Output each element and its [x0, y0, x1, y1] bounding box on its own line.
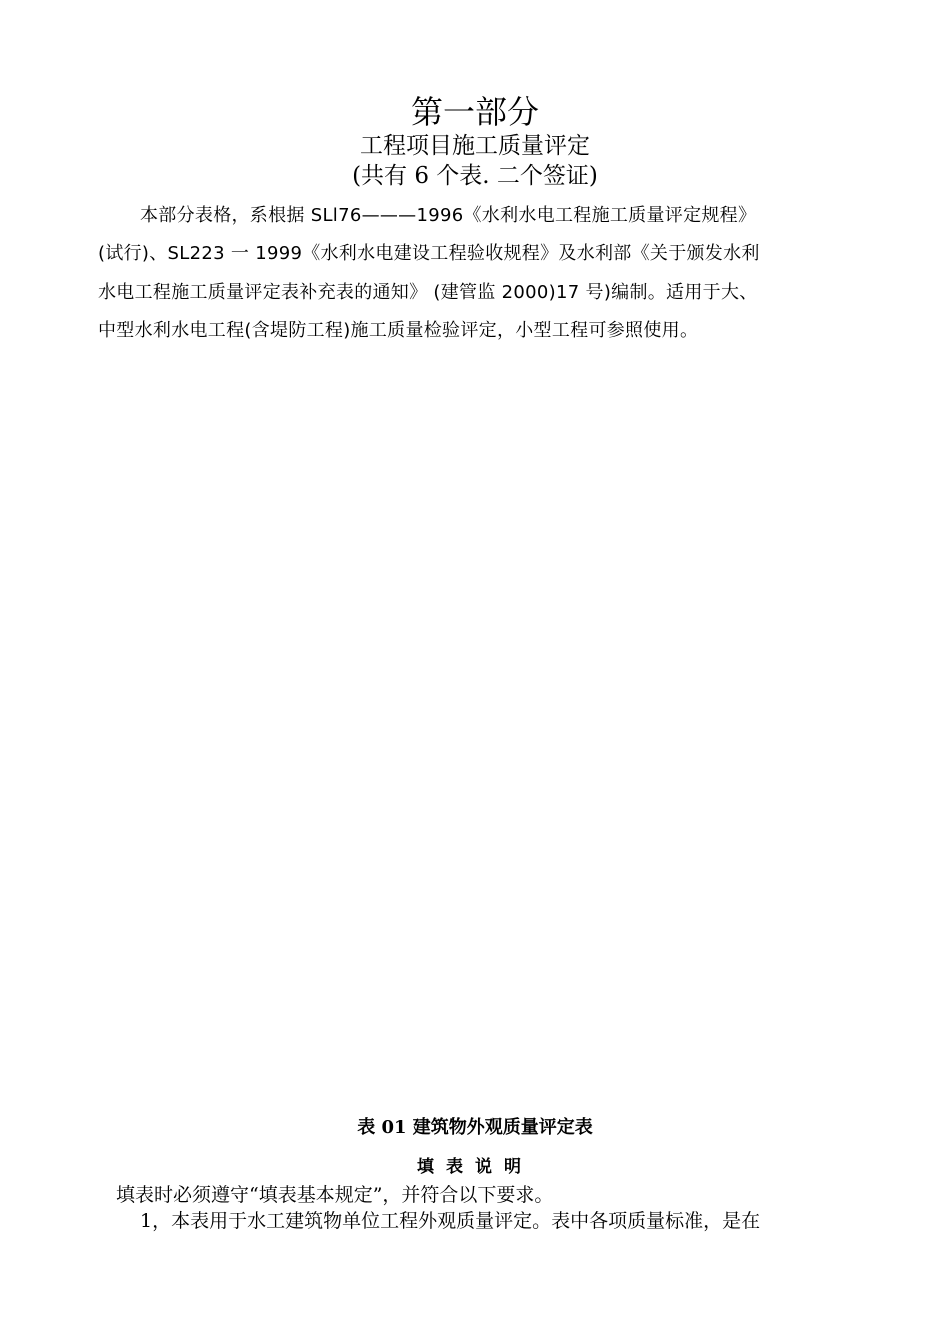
part-subtitle: 工程项目施工质量评定	[360, 133, 590, 159]
intro-line: 中型水利水电工程(含堤防工程)施工质量检验评定，小型工程可参照使用。	[98, 320, 699, 341]
intro-line: 水电工程施工质量评定表补充表的通知》 (建管监 2000)17 号)编制。适用于大、	[98, 282, 758, 303]
part-note: (共有 6 个表. 二个签证)	[352, 163, 598, 189]
fill-instructions-heading: 填表说明	[417, 1157, 533, 1177]
intro-line: 本部分表格，系根据 SLl76———1996《水利水电工程施工质量评定规程》	[140, 205, 757, 226]
instruction-line: 1，本表用于水工建筑物单位工程外观质量评定。表中各项质量标准，是在	[140, 1210, 761, 1232]
instruction-line: 填表时必须遵守“填表基本规定”，并符合以下要求。	[116, 1184, 554, 1206]
intro-line: (试行)、SL223 一 1999《水利水电建设工程验收规程》及水利部《关于颁发水利	[98, 243, 760, 264]
part-title: 第一部分	[410, 93, 539, 131]
table-title: 表 01 建筑物外观质量评定表	[357, 1117, 593, 1138]
